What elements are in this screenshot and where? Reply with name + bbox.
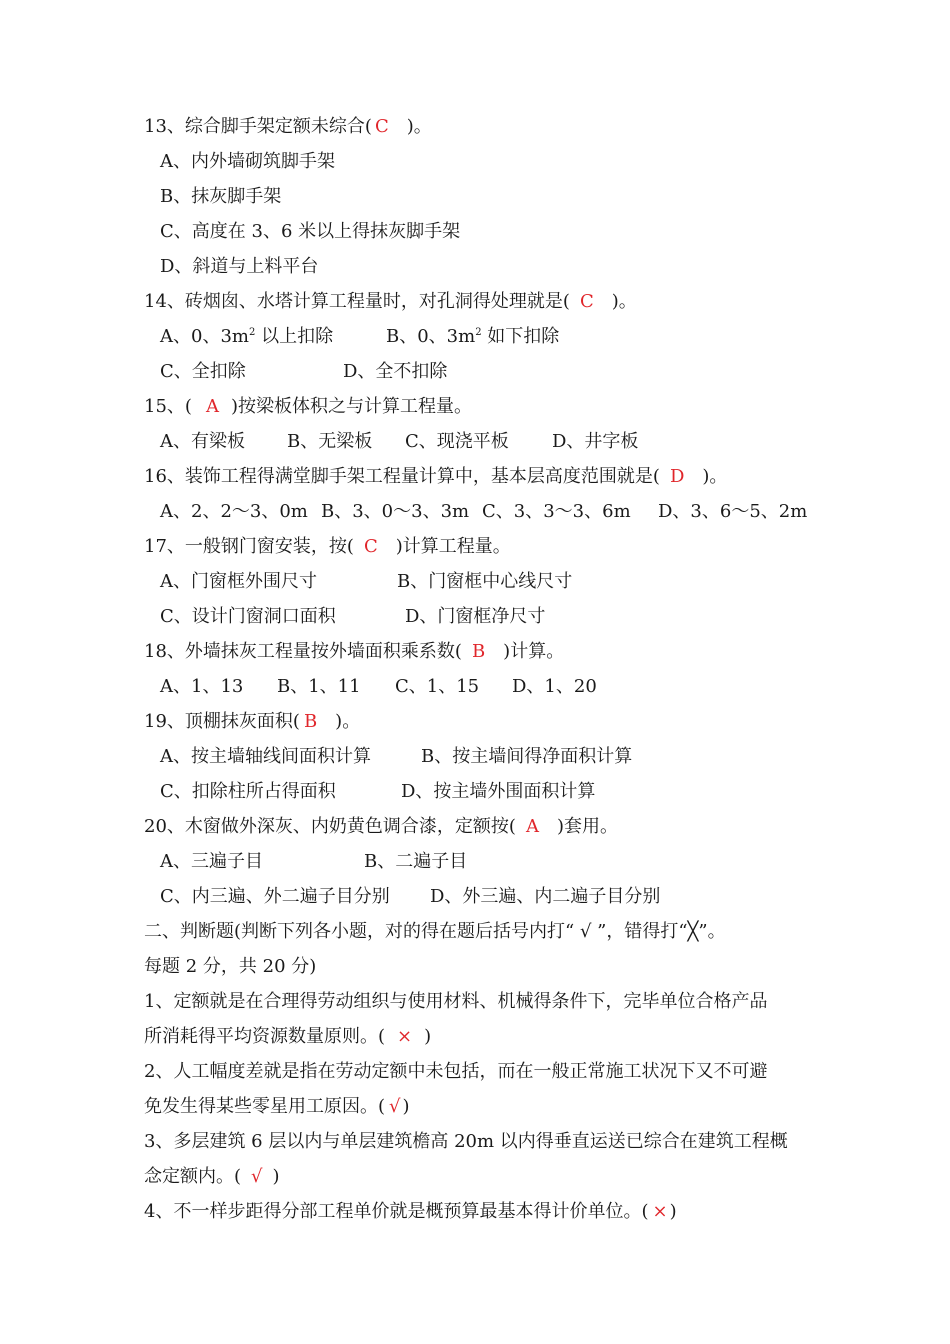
option: D、门窗框净尺寸 bbox=[405, 606, 546, 627]
option-line bbox=[160, 570, 860, 594]
option: A、门窗框外围尺寸 bbox=[160, 571, 317, 592]
option-line bbox=[160, 255, 318, 279]
judgement-close: ) bbox=[424, 1026, 432, 1047]
judgement-mark: × bbox=[397, 1026, 413, 1047]
option: C、内三遍、外二遍子目分别 bbox=[160, 886, 390, 907]
option: C、扣除柱所占得面积 bbox=[160, 781, 336, 802]
option: A、0、$3m^2$ 以上扣除 bbox=[160, 326, 334, 347]
option: A、按主墙轴线间面积计算 bbox=[160, 746, 371, 767]
answer-mark: C bbox=[374, 116, 389, 137]
section-heading-line: 每题 2 分，共 20 分) bbox=[144, 956, 317, 977]
option-line bbox=[160, 325, 860, 349]
option: C、1、15 bbox=[395, 676, 480, 697]
option: D、外三遍、内二遍子目分别 bbox=[430, 886, 661, 907]
question-15 bbox=[144, 395, 472, 419]
judgement-3 bbox=[144, 1130, 788, 1154]
option: D、全不扣除 bbox=[343, 361, 448, 382]
judgement-text: 免发生得某些零星用工原因。( bbox=[144, 1096, 386, 1117]
option-line bbox=[160, 360, 860, 384]
judgement-2 bbox=[144, 1060, 767, 1084]
option: A、有梁板 bbox=[160, 431, 245, 452]
question-13 bbox=[144, 115, 432, 139]
judgement-text: 3、多层建筑 6 层以内与单层建筑檐高 20m 以内得垂直运送已综合在建筑工程概 bbox=[144, 1131, 788, 1152]
option: A、三遍子目 bbox=[160, 851, 263, 872]
option: D、按主墙外围面积计算 bbox=[401, 781, 596, 802]
option: B、门窗框中心线尺寸 bbox=[397, 571, 573, 592]
judgement-close: ) bbox=[669, 1201, 677, 1222]
option: B、1、11 bbox=[277, 676, 361, 697]
judgement-text: 2、人工幅度差就是指在劳动定额中未包括，而在一般正常施工状况下又不可避 bbox=[144, 1061, 768, 1082]
section-heading-line: 二、判断题(判断下列各小题，对的得在题后括号内打“ √ ”，错得打“╳”。 bbox=[144, 921, 726, 942]
option-line bbox=[160, 885, 860, 909]
option: D、3、6～5、2m bbox=[658, 501, 808, 522]
option-line bbox=[160, 850, 860, 874]
judgement-mark: × bbox=[652, 1201, 668, 1222]
judgement-text: 所消耗得平均资源数量原则。( bbox=[144, 1026, 386, 1047]
option: A、内外墙砌筑脚手架 bbox=[160, 151, 335, 172]
answer-mark: C bbox=[363, 536, 378, 557]
option: C、设计门窗洞口面积 bbox=[160, 606, 336, 627]
answer-mark: A bbox=[205, 396, 219, 417]
question-text: 16、装饰工程得满堂脚手架工程量计算中，基本层高度范围就是( bbox=[144, 466, 660, 487]
judgement-1 bbox=[144, 990, 767, 1014]
option: B、3、0～3、3m bbox=[321, 501, 470, 522]
option: B、按主墙间得净面积计算 bbox=[421, 746, 633, 767]
question-text-end: )。 bbox=[702, 466, 728, 487]
judgement-mark: √ bbox=[389, 1096, 401, 1117]
judgement-1-cont bbox=[144, 1025, 431, 1049]
option-line bbox=[160, 430, 860, 454]
option-line bbox=[160, 675, 860, 699]
question-text: 13、综合脚手架定额未综合( bbox=[144, 116, 372, 137]
question-text: 14、砖烟囱、水塔计算工程量时，对孔洞得处理就是( bbox=[144, 291, 570, 312]
option: B、0、$3m^2$ 如下扣除 bbox=[386, 326, 560, 347]
question-text-end: )。 bbox=[406, 116, 432, 137]
question-text: 20、木窗做外深灰、内奶黄色调合漆，定额按( bbox=[144, 816, 516, 837]
answer-mark: A bbox=[525, 816, 539, 837]
option-line bbox=[160, 185, 281, 209]
question-text-end: )。 bbox=[335, 711, 361, 732]
option: C、全扣除 bbox=[160, 361, 246, 382]
option-line bbox=[160, 780, 860, 804]
judgement-mark: √ bbox=[251, 1166, 263, 1187]
question-text: 15、( bbox=[144, 396, 192, 417]
question-14 bbox=[144, 290, 637, 314]
question-19 bbox=[144, 710, 360, 734]
answer-mark: B bbox=[471, 641, 486, 662]
option: D、井字板 bbox=[552, 431, 639, 452]
question-18 bbox=[144, 640, 564, 664]
question-text: 19、顶棚抹灰面积( bbox=[144, 711, 300, 732]
option: C、现浇平板 bbox=[405, 431, 509, 452]
answer-mark: B bbox=[303, 711, 318, 732]
option: D、1、20 bbox=[512, 676, 597, 697]
option: A、2、2～3、0m bbox=[160, 501, 308, 522]
option-line bbox=[160, 605, 860, 629]
option-line bbox=[160, 220, 460, 244]
section-heading bbox=[144, 920, 726, 944]
judgement-3-cont bbox=[144, 1165, 280, 1189]
question-20 bbox=[144, 815, 618, 839]
question-text-end: )计算工程量。 bbox=[395, 536, 511, 557]
answer-mark: C bbox=[579, 291, 594, 312]
option: C、高度在 3、6 米以上得抹灰脚手架 bbox=[160, 221, 461, 242]
judgement-2-cont bbox=[144, 1095, 410, 1119]
option-line bbox=[160, 150, 335, 174]
option-line bbox=[160, 745, 860, 769]
answer-mark: D bbox=[669, 466, 685, 487]
option: B、抹灰脚手架 bbox=[160, 186, 282, 207]
question-text-end: )套用。 bbox=[556, 816, 618, 837]
judgement-text: 念定额内。( bbox=[144, 1166, 242, 1187]
option: D、斜道与上料平台 bbox=[160, 256, 319, 277]
question-text: 17、一般钢门窗安装，按( bbox=[144, 536, 354, 557]
option: C、3、3～3、6m bbox=[482, 501, 631, 522]
judgement-text: 1、定额就是在合理得劳动组织与使用材料、机械得条件下，完毕单位合格产品 bbox=[144, 991, 768, 1012]
question-16 bbox=[144, 465, 727, 489]
option: B、二遍子目 bbox=[364, 851, 468, 872]
question-text-end: )按梁板体积之与计算工程量。 bbox=[230, 396, 472, 417]
question-text-end: )计算。 bbox=[503, 641, 565, 662]
question-17 bbox=[144, 535, 511, 559]
question-text: 18、外墙抹灰工程量按外墙面积乘系数( bbox=[144, 641, 462, 662]
judgement-text: 4、不一样步距得分部工程单价就是概预算最基本得计价单位。( bbox=[144, 1201, 649, 1222]
option-line bbox=[160, 500, 860, 524]
judgement-4 bbox=[144, 1200, 677, 1224]
option: B、无梁板 bbox=[287, 431, 373, 452]
question-text-end: )。 bbox=[611, 291, 637, 312]
judgement-close: ) bbox=[402, 1096, 410, 1117]
section-heading-cont bbox=[144, 955, 316, 979]
judgement-close: ) bbox=[272, 1166, 280, 1187]
option: A、1、13 bbox=[160, 676, 244, 697]
